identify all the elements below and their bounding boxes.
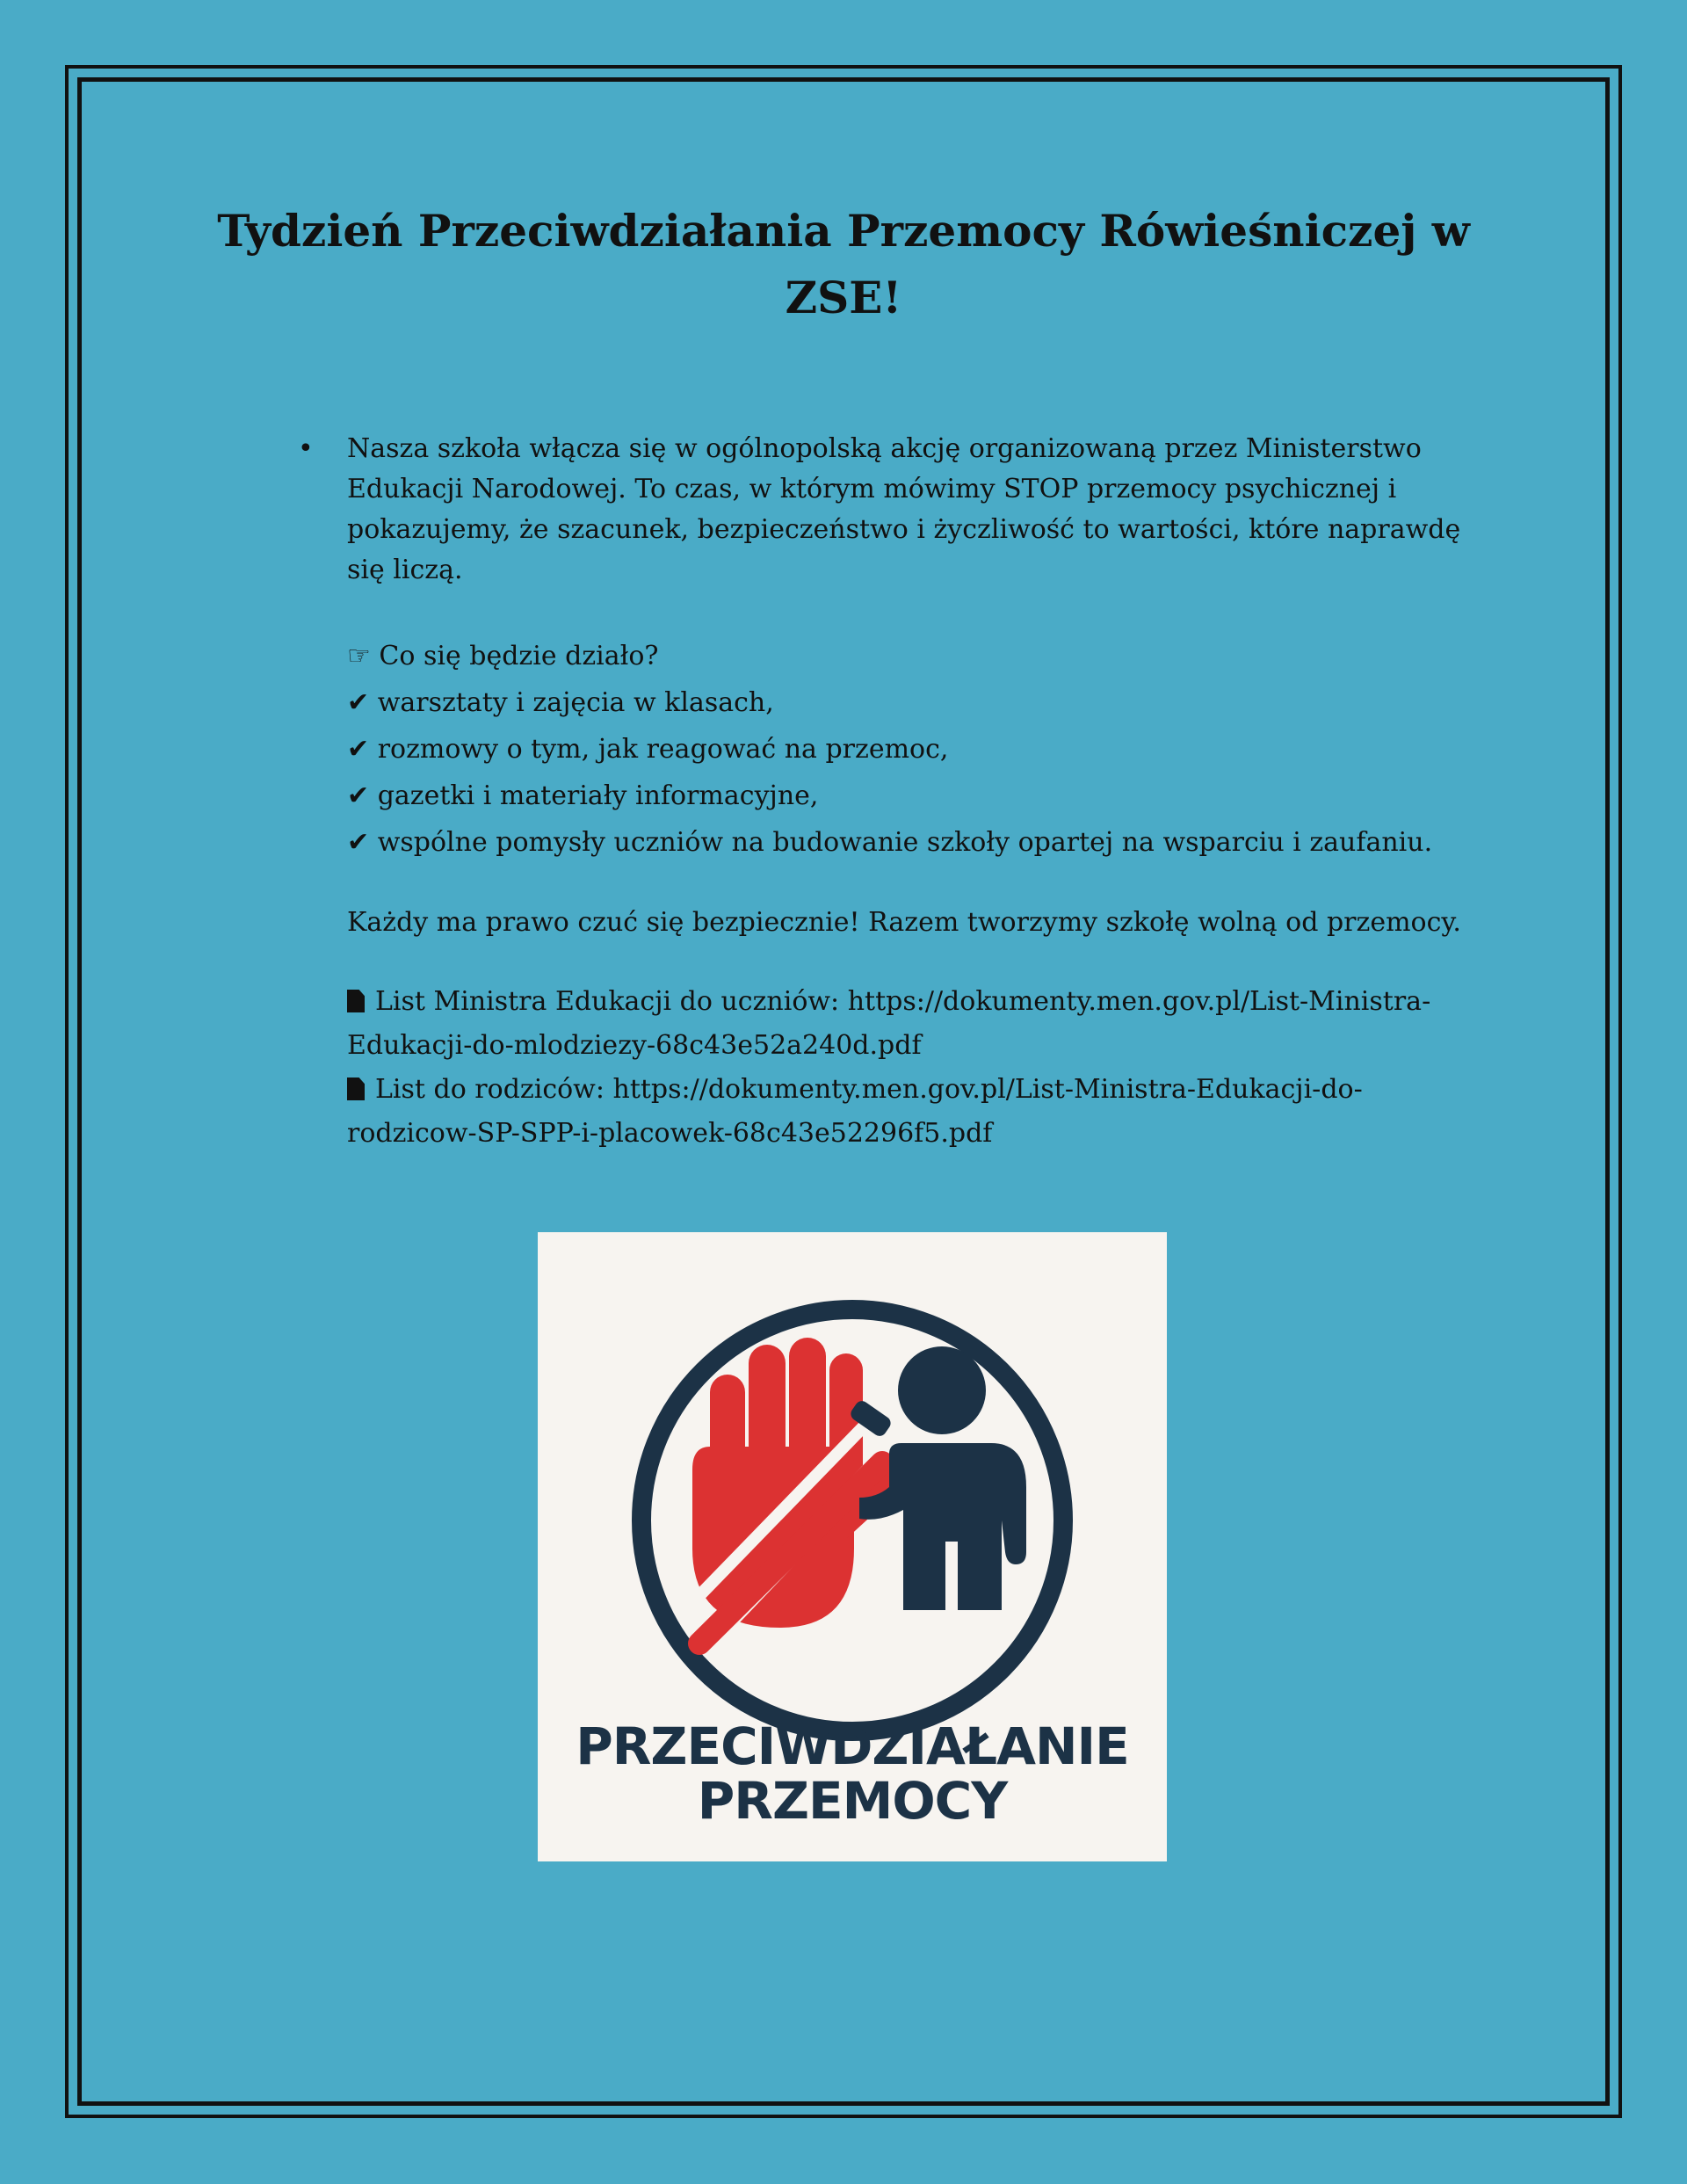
bullet-content: [298, 429, 1463, 1156]
check-icon: ✔: [347, 780, 370, 811]
link-ministry-letter[interactable]: [347, 980, 1463, 1068]
page-title: Tydzień Przeciwdziałania Przemocy Rówieśniczej w ZSE!: [217, 205, 1470, 323]
anti-violence-poster: [538, 1232, 1167, 1861]
poster-title-line2: PRZEMOCY: [697, 1771, 1008, 1831]
list-item: [347, 726, 1463, 773]
intro-paragraph: Nasza szkoła włącza się w ogólnopolską akcję organizowaną przez Ministerstwo Edukacji Narodowej. To czas, w którym mówimy STOP przemocy psychicznej i pokazujemy, że szacunek, bezpieczeństwo i życzliwość to wartości, które naprawdę się liczą.: [347, 433, 1461, 585]
link-text[interactable]: List Ministra Edukacji do uczniów: https://dokumenty.men.gov.pl/List-Ministra-Edukacji-do-mlodziezy-68c43e52a240d.pdf: [347, 986, 1431, 1061]
check-icon: ✔: [347, 734, 370, 765]
closing-paragraph: Każdy ma prawo czuć się bezpiecznie! Razem tworzymy szkołę wolną od przemocy.: [347, 907, 1461, 938]
activity-text: wspólne pomysły uczniów na budowanie szkoły opartej na wsparciu i zaufaniu.: [377, 827, 1433, 858]
list-item: [347, 679, 1463, 726]
poster-title-line1: PRZECIWDZIAŁANIE: [576, 1716, 1129, 1776]
document-icon: [347, 1077, 365, 1100]
check-icon: ✔: [347, 827, 370, 858]
activity-text: warsztaty i zajęcia w klasach,: [377, 687, 774, 718]
link-text[interactable]: List do rodziców: https://dokumenty.men.gov.pl/List-Ministra-Edukacji-do-rodzicow-SP-SPP-i-placowek-68c43e52296f5.pdf: [347, 1074, 1363, 1149]
list-item: [347, 773, 1463, 819]
activities-heading: ☞ Co się będzie działo?: [347, 641, 659, 671]
check-icon: ✔: [347, 687, 370, 718]
activity-text: gazetki i materiały informacyjne,: [377, 780, 819, 811]
activity-text: rozmowy o tym, jak reagować na przemoc,: [377, 734, 949, 765]
link-parents-letter[interactable]: [347, 1068, 1463, 1156]
document-icon: [347, 990, 365, 1012]
bullet-icon: •: [298, 433, 314, 464]
list-item: [347, 819, 1463, 866]
